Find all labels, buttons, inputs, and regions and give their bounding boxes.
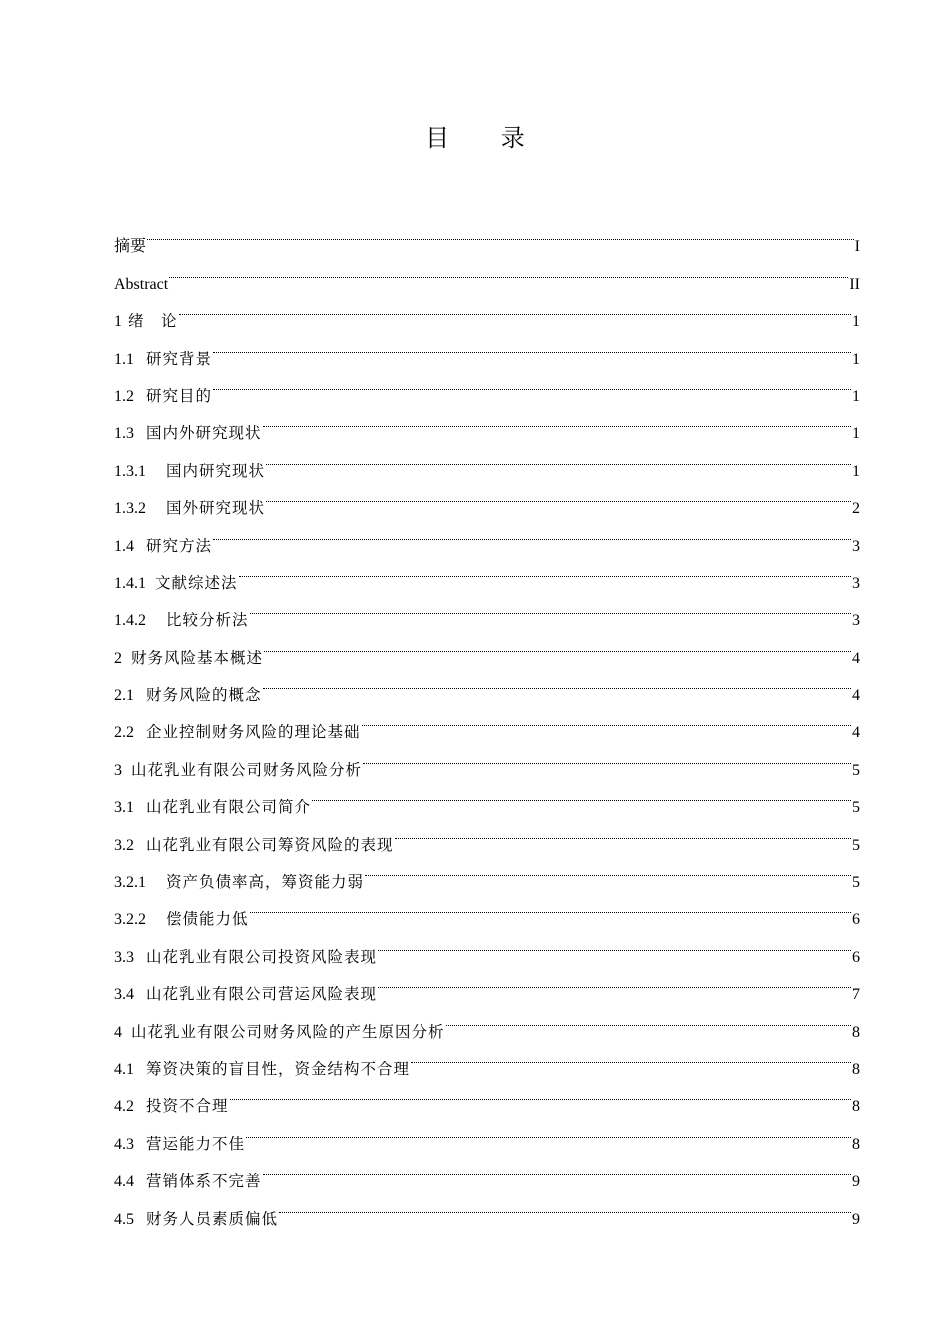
toc-entry-title: 营销体系不完善 <box>146 1172 262 1191</box>
toc-entry-page-number: 3 <box>852 612 860 630</box>
dot-leader <box>362 700 851 737</box>
toc-entry-number: 3.2.2 <box>114 911 146 929</box>
toc-entry-number: 2.1 <box>114 687 134 705</box>
toc-entry-title: 偿债能力低 <box>166 910 249 929</box>
dot-leader <box>213 326 851 363</box>
dot-leader <box>263 1149 851 1186</box>
dot-leader <box>263 663 851 700</box>
dot-leader <box>169 251 848 288</box>
toc-entry-title: 财务风险的概念 <box>146 686 262 705</box>
toc-entry-page-number: 1 <box>852 313 860 331</box>
toc-entry-page-number: I <box>854 238 860 256</box>
toc-entry-page-number: 5 <box>852 836 860 854</box>
toc-entry-page-number: II <box>849 275 860 293</box>
toc-entry-page-number: 3 <box>852 574 860 592</box>
toc-entry-page-number: 1 <box>852 462 860 480</box>
toc-entry-title: 资产负债率高，筹资能力弱 <box>166 873 365 892</box>
toc-entry-title: 山花乳业有限公司财务风险分析 <box>131 760 363 779</box>
toc-entry-page-number: 1 <box>852 387 860 405</box>
dot-leader <box>266 438 851 475</box>
toc-entry-title: 财务风险基本概述 <box>131 648 264 667</box>
toc-entry-page-number: 9 <box>852 1173 860 1191</box>
toc-entry-number: 3.3 <box>114 948 134 966</box>
toc-entry-number: 2 <box>114 649 122 667</box>
toc-entry-title: 研究方法 <box>146 536 213 555</box>
dot-leader <box>363 737 851 774</box>
toc-entry-number: 1.4.2 <box>114 612 146 630</box>
toc-entry-page-number: 5 <box>852 874 860 892</box>
toc-entry-title: 山花乳业有限公司投资风险表现 <box>146 947 378 966</box>
toc-entry-1-3[interactable] <box>114 401 860 443</box>
toc-entry-title: 国内外研究现状 <box>146 424 262 443</box>
toc-entry-number: 1.3.1 <box>114 462 146 480</box>
dot-leader <box>378 924 851 961</box>
dot-leader <box>213 364 851 401</box>
toc-entry-1[interactable] <box>114 289 860 331</box>
toc-entry-title: 山花乳业有限公司财务风险的产生原因分析 <box>131 1022 445 1041</box>
toc-entry-title: 企业控制财务风险的理论基础 <box>146 723 361 742</box>
toc-entry-number: 3.4 <box>114 986 134 1004</box>
toc-entry-page-number: 9 <box>852 1210 860 1228</box>
dot-leader <box>147 214 854 251</box>
table-of-contents <box>114 214 860 1228</box>
dot-leader <box>365 850 851 887</box>
dot-leader <box>250 887 851 924</box>
toc-entry-number: 1.2 <box>114 387 134 405</box>
dot-leader <box>446 999 851 1036</box>
toc-entry-title: 投资不合理 <box>146 1097 229 1116</box>
dot-leader <box>213 513 851 550</box>
toc-entry-page-number: 6 <box>852 948 860 966</box>
toc-entry-title: 财务人员素质偏低 <box>146 1209 279 1228</box>
toc-entry-number: 3.1 <box>114 799 134 817</box>
page-title: 目 录 <box>425 124 547 152</box>
toc-entry-number: 4.2 <box>114 1098 134 1116</box>
toc-entry-number: 3.2.1 <box>114 874 146 892</box>
toc-entry-title: Abstract <box>114 275 169 293</box>
toc-entry-page-number: 1 <box>852 425 860 443</box>
toc-entry-number: 1.4 <box>114 537 134 555</box>
toc-entry-page-number: 8 <box>852 1135 860 1153</box>
toc-entry-1-4-1[interactable] <box>114 551 860 592</box>
toc-entry-title: 摘要 <box>114 238 147 256</box>
toc-entry-front-0[interactable] <box>114 214 860 256</box>
toc-entry-title: 筹资决策的盲目性，资金结构不合理 <box>146 1059 411 1078</box>
toc-entry-number: 1.4.1 <box>114 574 146 592</box>
toc-entry-number: 4 <box>114 1023 122 1041</box>
toc-entry-number: 4.4 <box>114 1173 134 1191</box>
toc-entry-title: 文献综述法 <box>155 573 238 592</box>
toc-entry-number: 3.2 <box>114 836 134 854</box>
toc-entry-title: 研究背景 <box>146 349 213 368</box>
toc-entry-title: 比较分析法 <box>166 611 249 630</box>
toc-entry-title: 山花乳业有限公司筹资风险的表现 <box>146 835 394 854</box>
toc-entry-number: 4.3 <box>114 1135 134 1153</box>
toc-entry-page-number: 8 <box>852 1060 860 1078</box>
toc-entry-number: 3 <box>114 761 122 779</box>
toc-entry-number: 1.3.2 <box>114 500 146 518</box>
dot-leader <box>239 551 851 588</box>
toc-entry-title: 营运能力不佳 <box>146 1134 246 1153</box>
toc-entry-page-number: 3 <box>852 537 860 555</box>
toc-entry-front-1[interactable] <box>114 251 860 293</box>
toc-entry-page-number: 8 <box>852 1023 860 1041</box>
toc-entry-page-number: 7 <box>852 986 860 1004</box>
dot-leader <box>246 1111 851 1148</box>
toc-entry-page-number: 6 <box>852 911 860 929</box>
toc-entry-page-number: 4 <box>852 649 860 667</box>
dot-leader <box>264 625 851 662</box>
toc-entry-page-number: 4 <box>852 687 860 705</box>
toc-entry-title: 山花乳业有限公司简介 <box>146 798 312 817</box>
toc-entry-page-number: 4 <box>852 724 860 742</box>
toc-entry-number: 1 <box>114 313 122 331</box>
toc-entry-page-number: 5 <box>852 799 860 817</box>
dot-leader <box>378 962 851 999</box>
toc-entry-page-number: 2 <box>852 500 860 518</box>
toc-entry-number: 4.1 <box>114 1060 134 1078</box>
toc-entry-number: 1.3 <box>114 425 134 443</box>
dot-leader <box>263 401 851 438</box>
toc-entry-1-2[interactable] <box>114 364 860 405</box>
toc-entry-number: 4.5 <box>114 1210 134 1228</box>
dot-leader <box>279 1186 851 1223</box>
dot-leader <box>250 588 851 625</box>
toc-entry-title: 国外研究现状 <box>166 499 266 518</box>
toc-entry-title: 山花乳业有限公司营运风险表现 <box>146 985 378 1004</box>
toc-entry-title: 国内研究现状 <box>166 461 266 480</box>
toc-entry-number: 1.1 <box>114 350 134 368</box>
toc-entry-page-number: 1 <box>852 350 860 368</box>
dot-leader <box>312 775 851 812</box>
toc-entry-title: 研究目的 <box>146 386 213 405</box>
toc-entry-title: 绪 论 <box>128 312 178 331</box>
dot-leader <box>395 812 851 849</box>
dot-leader <box>411 1037 851 1074</box>
toc-entry-page-number: 8 <box>852 1098 860 1116</box>
toc-entry-1-4[interactable] <box>114 513 860 555</box>
dot-leader <box>230 1074 851 1111</box>
toc-entry-1-1[interactable] <box>114 326 860 368</box>
dot-leader <box>179 289 851 326</box>
toc-entry-number: 2.2 <box>114 724 134 742</box>
toc-entry-page-number: 5 <box>852 761 860 779</box>
dot-leader <box>266 476 851 513</box>
